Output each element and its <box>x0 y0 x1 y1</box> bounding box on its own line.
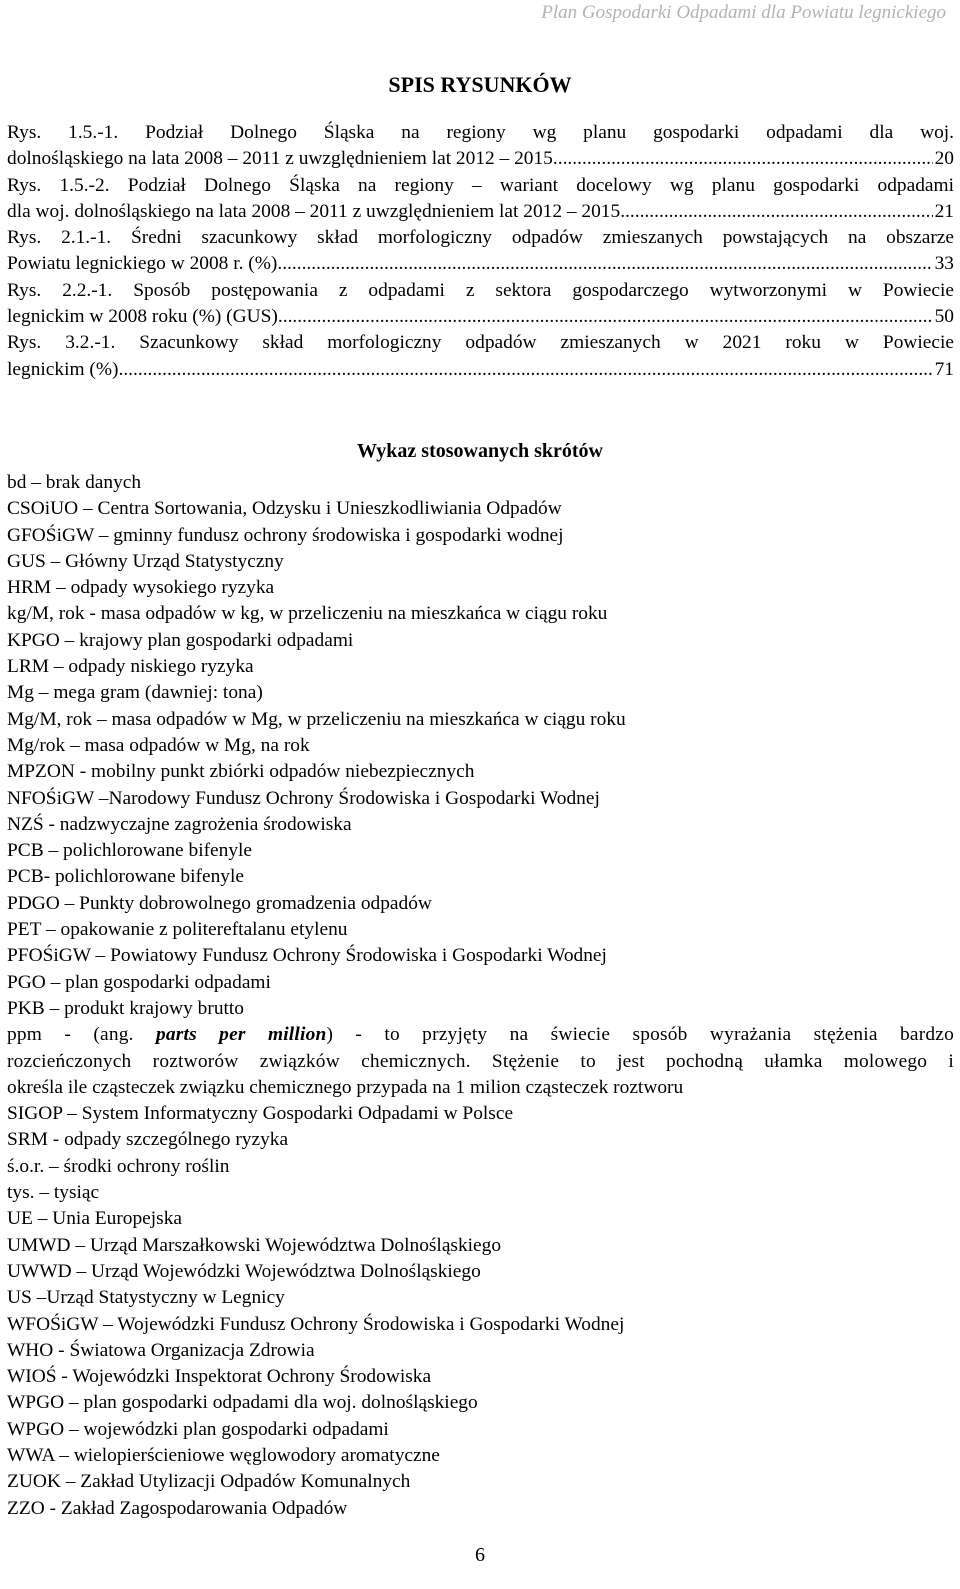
figures-list <box>7 120 954 383</box>
leader-dots <box>118 357 932 383</box>
toc-entry-line1: Rys. 2.2.-1. Sposób postępowania z odpadami z sektora gospodarczego wytworzonymi w Powiecie <box>7 279 954 301</box>
abbreviation-item: LRM – odpady niskiego ryzyka <box>7 656 254 678</box>
abbreviation-item: NFOŚiGW –Narodowy Fundusz Ochrony Środowiska i Gospodarki Wodnej <box>7 787 600 809</box>
abbreviation-item: MPZON - mobilny punkt zbiórki odpadów niebezpiecznych <box>7 761 475 783</box>
abbreviation-item: HRM – odpady wysokiego ryzyka <box>7 577 275 599</box>
abbreviation-item: ś.o.r. – środki ochrony roślin <box>7 1155 230 1177</box>
running-header: Plan Gospodarki Odpadami dla Powiatu legnickiego <box>541 2 946 23</box>
toc-entry[interactable] <box>7 173 954 226</box>
abbreviation-item: WFOŚiGW – Wojewódzki Fundusz Ochrony Środowiska i Gospodarki Wodnej <box>7 1313 625 1335</box>
abbreviation-item: WIOŚ - Wojewódzki Inspektorat Ochrony Środowiska <box>7 1366 432 1388</box>
toc-page-number: 21 <box>934 200 954 222</box>
toc-entry-text: legnickim w 2008 roku (%) (GUS) <box>7 306 278 328</box>
toc-title: SPIS RYSUNKÓW <box>388 72 572 97</box>
abbreviation-item: US –Urząd Statystyczny w Legnicy <box>7 1287 285 1309</box>
ppm-line2: rozcieńczonych roztworów związków chemicznych. Stężenie to jest pochodną ułamka molowego i <box>7 1050 954 1072</box>
toc-page-number: 71 <box>934 358 954 380</box>
abbreviation-item: GFOŚiGW – gminny fundusz ochrony środowiska i gospodarki wodnej <box>7 524 564 546</box>
abbreviation-item: SRM - odpady szczególnego ryzyka <box>7 1129 289 1151</box>
toc-entry[interactable] <box>7 330 954 383</box>
toc-entry-text: Powiatu legnickiego w 2008 r. (%) <box>7 253 278 275</box>
toc-entry-line2 <box>7 199 954 225</box>
ppm-definition <box>7 1022 954 1101</box>
ppm-emph-per: per <box>219 1024 246 1046</box>
ppm-line3: określa ile cząsteczek związku chemicznego przypada na 1 milion cząsteczek roztworu <box>7 1076 684 1098</box>
ppm-line1 <box>7 1022 954 1048</box>
ppm-emph-million: million <box>267 1024 327 1046</box>
abbreviation-item: bd – brak danych <box>7 472 142 493</box>
abbreviation-item: WHO - Światowa Organizacja Zdrowia <box>7 1339 315 1361</box>
abbreviation-item: UMWD – Urząd Marszałkowski Województwa Dolnośląskiego <box>7 1234 502 1256</box>
ppm-emph-parts: parts <box>155 1024 197 1046</box>
ppm-prefix: ppm - (ang. <box>7 1024 156 1046</box>
abbreviation-item: SIGOP – System Informatyczny Gospodarki Odpadami w Polsce <box>7 1103 514 1125</box>
abbreviation-item: WPGO – wojewódzki plan gospodarki odpadami <box>7 1418 389 1440</box>
abbreviation-item: UWWD – Urząd Wojewódzki Województwa Dolnośląskiego <box>7 1260 481 1282</box>
leader-dots <box>620 199 932 225</box>
abbreviation-item: PDGO – Punkty dobrowolnego gromadzenia odpadów <box>7 892 432 914</box>
abbreviation-item: GUS – Główny Urząd Statystyczny <box>7 550 284 572</box>
abbreviation-item: Mg/M, rok – masa odpadów w Mg, w przeliczeniu na mieszkańca w ciągu roku <box>7 708 626 730</box>
toc-page-number: 50 <box>934 306 954 328</box>
toc-entry-line1: Rys. 1.5.-1. Podział Dolnego Śląska na regiony wg planu gospodarki odpadami dla woj. <box>7 122 954 143</box>
abbreviation-item: kg/M, rok - masa odpadów w kg, w przeliczeniu na mieszkańca w ciągu roku <box>7 603 608 625</box>
abbreviation-item: PFOŚiGW – Powiatowy Fundusz Ochrony Środowiska i Gospodarki Wodnej <box>7 945 607 967</box>
abbreviation-item: tys. – tysiąc <box>7 1182 100 1204</box>
abbreviation-item: KPGO – krajowy plan gospodarki odpadami <box>7 629 354 651</box>
abbreviation-item: WWA – wielopierścieniowe węglowodory aromatyczne <box>7 1444 440 1466</box>
abbreviation-item: PCB – polichlorowane bifenyle <box>7 840 253 862</box>
abbreviation-item: PKB – produkt krajowy brutto <box>7 997 244 1019</box>
ppm-line1-rest: ) - to przyjęty na świecie sposób wyrażania stężenia bardzo <box>326 1024 954 1046</box>
abbreviation-item: PGO – plan gospodarki odpadami <box>7 971 271 993</box>
toc-page-number: 33 <box>934 253 954 275</box>
toc-entry-line1: Rys. 3.2.-1. Szacunkowy skład morfologiczny odpadów zmieszanych w 2021 roku w Powiecie <box>7 332 954 354</box>
leader-dots <box>277 251 932 277</box>
toc-entry[interactable] <box>7 120 954 173</box>
abbreviation-item: WPGO – plan gospodarki odpadami dla woj. dolnośląskiego <box>7 1392 478 1414</box>
toc-page-number: 20 <box>934 148 954 170</box>
toc-entry-line2 <box>7 304 954 330</box>
toc-entry-line2 <box>7 146 954 172</box>
leader-dots <box>278 304 933 330</box>
abbreviation-item: PET – opakowanie z politereftalanu etylenu <box>7 919 348 941</box>
toc-entry-text: dolnośląskiego na lata 2008 – 2011 z uwzględnieniem lat 2012 – 2015 <box>7 148 553 170</box>
toc-entry-line2 <box>7 251 954 277</box>
abbreviations-title: Wykaz stosowanych skrótów <box>357 440 603 462</box>
abbreviation-item: UE – Unia Europejska <box>7 1208 183 1230</box>
toc-entry-text: dla woj. dolnośląskiego na lata 2008 – 2011 z uwzględnieniem lat 2012 – 2015 <box>7 200 621 222</box>
abbreviation-item: PCB- polichlorowane bifenyle <box>7 866 244 888</box>
page-number: 6 <box>475 1544 485 1566</box>
abbreviations-list <box>7 470 954 1522</box>
toc-entry-line2 <box>7 357 954 383</box>
abbreviation-item: Mg/rok – masa odpadów w Mg, na rok <box>7 734 310 756</box>
toc-entry-text: legnickim (%) <box>7 358 119 380</box>
abbreviation-item: CSOiUO – Centra Sortowania, Odzysku i Unieszkodliwiania Odpadów <box>7 498 562 520</box>
abbreviation-item: Mg – mega gram (dawniej: tona) <box>7 682 263 704</box>
abbreviation-item: ZUOK – Zakład Utylizacji Odpadów Komunalnych <box>7 1471 411 1493</box>
toc-entry[interactable] <box>7 278 954 331</box>
toc-entry-line1: Rys. 2.1.-1. Średni szacunkowy skład morfologiczny odpadów zmieszanych powstających na obszarze <box>7 227 954 249</box>
leader-dots <box>553 146 933 172</box>
toc-entry[interactable] <box>7 225 954 278</box>
toc-entry-line1: Rys. 1.5.-2. Podział Dolnego Śląska na regiony – wariant docelowy wg planu gospodarki odpadami <box>7 174 954 196</box>
abbreviation-item: NZŚ - nadzwyczajne zagrożenia środowiska <box>7 813 352 835</box>
abbreviation-item: ZZO - Zakład Zagospodarowania Odpadów <box>7 1497 348 1519</box>
